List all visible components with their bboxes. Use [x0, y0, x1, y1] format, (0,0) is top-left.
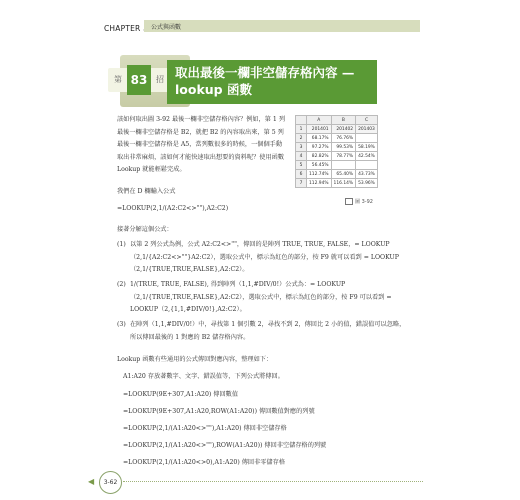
- figure-caption: [345, 198, 373, 205]
- chapter-word: CHAPTER: [104, 24, 141, 33]
- intro-paragraph: 該如何取出圖 3-92 最後一欄非空儲存格內容？例如，第 1 列最後一欄非空儲存格是 B2，就把 B2 的內容取出來，第 5 列最後一欄非空儲存格是 A5，當列數很多的時候，一個個手動取出非常麻煩，該如何才能快速取出想要的資料呢？使用函數 Lookup 就能輕鬆完成。: [117, 116, 286, 173]
- sheet-cell: [356, 161, 378, 170]
- sheet-row: [296, 125, 378, 134]
- sheet-cell: 112.74%: [307, 170, 332, 179]
- step-number: (3): [117, 321, 126, 328]
- sheet-cell: 78.77%: [331, 152, 356, 161]
- sheet-corner: [296, 116, 307, 125]
- chapter-title: 公式與函數: [151, 24, 182, 31]
- section-number: 83: [127, 65, 151, 95]
- general-formula: =LOOKUP(9E+307,A1:A20,ROW(A1:A20)) 傳回數值對應的列號: [123, 408, 315, 415]
- sheet-row-header: 6: [296, 170, 307, 179]
- sheet-cell: 42.54%: [356, 152, 378, 161]
- sheet-cell: 99.53%: [331, 143, 356, 152]
- section-prefix: 第: [114, 75, 122, 84]
- sheet-cell: 65.40%: [331, 170, 356, 179]
- step-text: 以第 2 列公式為例，公式 A2:C2<>""，傳回的是陣列 TRUE, TRUE, FALSE，= LOOKUP（2,1/{A2:C2<>""}A2:C2），選取公式中，標示為紅色的部分，按 F9 就可以看到 = LOOKUP（2,1/{TRUE,TRUE,FALSE},A2:C2）。: [130, 241, 399, 273]
- sheet-row: [296, 143, 378, 152]
- spreadsheet-figure: [295, 115, 378, 188]
- chapter-title-bar: [144, 20, 420, 32]
- step-item: [117, 239, 407, 277]
- general-formula: =LOOKUP(2,1/(A1:A20<>""),ROW(A1:A20)) 傳回非空儲存格的列號: [123, 442, 327, 449]
- step-text: 1/(TRUE, TRUE, FALSE), 得到陣列（1,1,#DIV/0!）公式為：= LOOKUP（2,1/{TRUE,TRUE,FALSE},A2:C2），選取公式中，標示為紅色的部分，按 F9 可以看到 = LOOKUP（2,{1,1,#DIV/0!},A2:C2）。: [130, 281, 392, 313]
- sheet-row-header: 5: [296, 161, 307, 170]
- general-formula: A1:A20 存放著數字、文字、錯誤值等，下列公式將傳回。: [123, 373, 284, 380]
- page-arrow-icon: ◀: [88, 477, 95, 486]
- sheet-column-header-row: [296, 116, 378, 125]
- sheet-row: [296, 161, 378, 170]
- analysis-label: 接著分解這個公式：: [117, 226, 173, 233]
- sheet-cell: 76.76%: [331, 134, 356, 143]
- figure-icon: [345, 198, 353, 205]
- step-item: [117, 319, 407, 344]
- sheet-row: [296, 152, 378, 161]
- step-item: [117, 279, 407, 317]
- sheet-cell: 53.96%: [356, 179, 378, 188]
- sheet-cell: 97.27%: [307, 143, 332, 152]
- sheet-cell: 116.14%: [331, 179, 356, 188]
- section-title-line2: lookup 函數: [175, 82, 252, 97]
- sheet-cell: 58.19%: [356, 143, 378, 152]
- sheet-row-header: 4: [296, 152, 307, 161]
- main-formula: =LOOKUP(2,1/(A2:C2<>""),A2:C2): [117, 205, 229, 212]
- sheet-cell: 82.82%: [307, 152, 332, 161]
- sheet-row: [296, 179, 378, 188]
- sheet-row: [296, 134, 378, 143]
- general-formula: =LOOKUP(9E+307,A1:A20) 傳回數值: [123, 391, 239, 398]
- general-formula: =LOOKUP(2,1/(A1:A20<>0),A1:A20) 傳回非零儲存格: [123, 459, 286, 466]
- sheet-cell: 68.17%: [307, 134, 332, 143]
- sheet-row-header: 1: [296, 125, 307, 134]
- sheet-cell: 201401: [307, 125, 332, 134]
- sheet-cell: 112.94%: [307, 179, 332, 188]
- step-number: (2): [117, 281, 126, 288]
- sheet-row-header: 7: [296, 179, 307, 188]
- sheet-row-header: 2: [296, 134, 307, 143]
- figure-caption-text: 圖 3-92: [355, 199, 373, 205]
- sheet-cell: 43.73%: [356, 170, 378, 179]
- sheet-col-header: A: [307, 116, 332, 125]
- sheet-cell: 56.45%: [307, 161, 332, 170]
- step-number: (1): [117, 241, 126, 248]
- section-title-line1: 取出最後一欄非空儲存格內容 —: [175, 65, 355, 80]
- section-title: [175, 64, 375, 98]
- sheet-row-header: 3: [296, 143, 307, 152]
- sheet-cell: [331, 161, 356, 170]
- page-number: 3-62: [99, 471, 122, 494]
- sheet-cell: 201403: [356, 125, 378, 134]
- sheet-col-header: C: [356, 116, 378, 125]
- general-label: Lookup 函數有些通用的公式傳回對應內容，整理如下：: [117, 356, 273, 363]
- sheet-row: [296, 170, 378, 179]
- enter-formula-label: 我們在 D 欄輸入公式: [117, 188, 176, 195]
- sheet-cell: 201402: [331, 125, 356, 134]
- general-formula: =LOOKUP(2,1/(A1:A20<>""),A1:A20) 傳回非空儲存格: [123, 425, 287, 432]
- sheet-col-header: B: [331, 116, 356, 125]
- step-text: 在陣列（1,1,#DIV/0!）中，尋找第 1 個引數 2，尋找不到 2，傳回比 2 小的值，錯誤值可以忽略，所以傳回最後的 1 對應的 B2 儲存格內容。: [130, 321, 406, 341]
- sheet-cell: [356, 134, 378, 143]
- section-suffix: 招: [156, 75, 164, 84]
- footer-dotted-rule: [123, 481, 423, 482]
